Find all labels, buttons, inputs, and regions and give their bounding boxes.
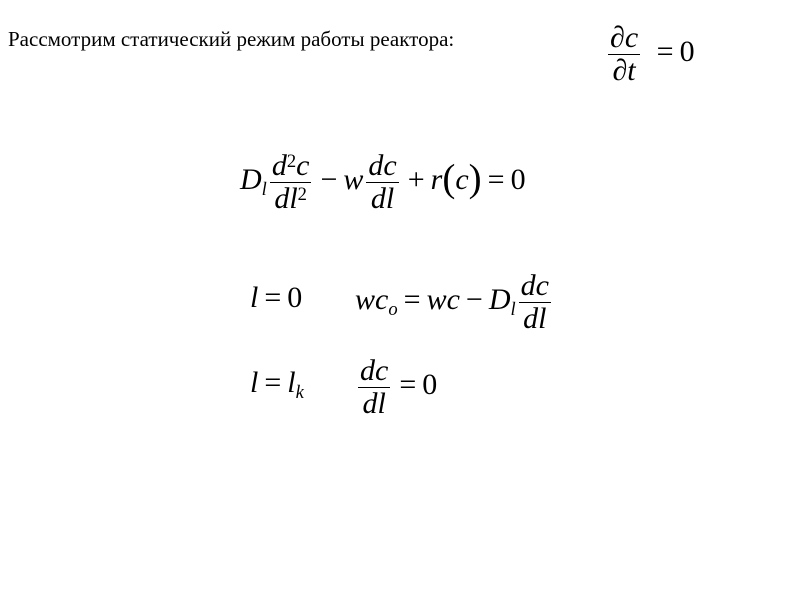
steady-state-equation: [605, 22, 695, 87]
boundary-condition-inlet-point: l = 0: [250, 281, 303, 314]
partial-t: ∂t: [612, 54, 636, 88]
rate-function: r(c): [430, 157, 482, 201]
minus-sign: −: [320, 163, 338, 197]
inlet-derivative-fraction: $\frac{dc}{dl}$: [520, 269, 549, 336]
equals-sign: =: [656, 35, 674, 69]
boundary-condition-outlet-point: l = lk: [250, 366, 304, 403]
zero: 0: [679, 35, 695, 69]
first-derivative-fraction: $\frac{dc}{dl}$: [368, 149, 397, 216]
partial-c: ∂c: [610, 21, 639, 54]
main-differential-equation: Dl $\frac{d^2c}{dl^2}$ − w $\frac{dc}{dl}$ + r(c) = 0: [240, 149, 526, 216]
boundary-condition-inlet-equation: wco = wc − Dl $\frac{dc}{dl}$: [355, 269, 549, 336]
second-derivative-fraction: $\frac{d^2c}{dl^2}$: [271, 149, 310, 216]
boundary-condition-outlet-equation: $\frac{dc}{dl}$ = 0: [360, 354, 438, 421]
velocity-w: w: [343, 163, 364, 197]
outlet-derivative-fraction: $\frac{dc}{dl}$: [360, 354, 389, 421]
diffusion-coefficient: Dl: [240, 163, 267, 201]
partial-derivative-fraction: [608, 22, 640, 87]
plus-sign: +: [407, 163, 425, 197]
intro-text: Рассмотрим статический режим работы реактора:: [8, 27, 455, 51]
